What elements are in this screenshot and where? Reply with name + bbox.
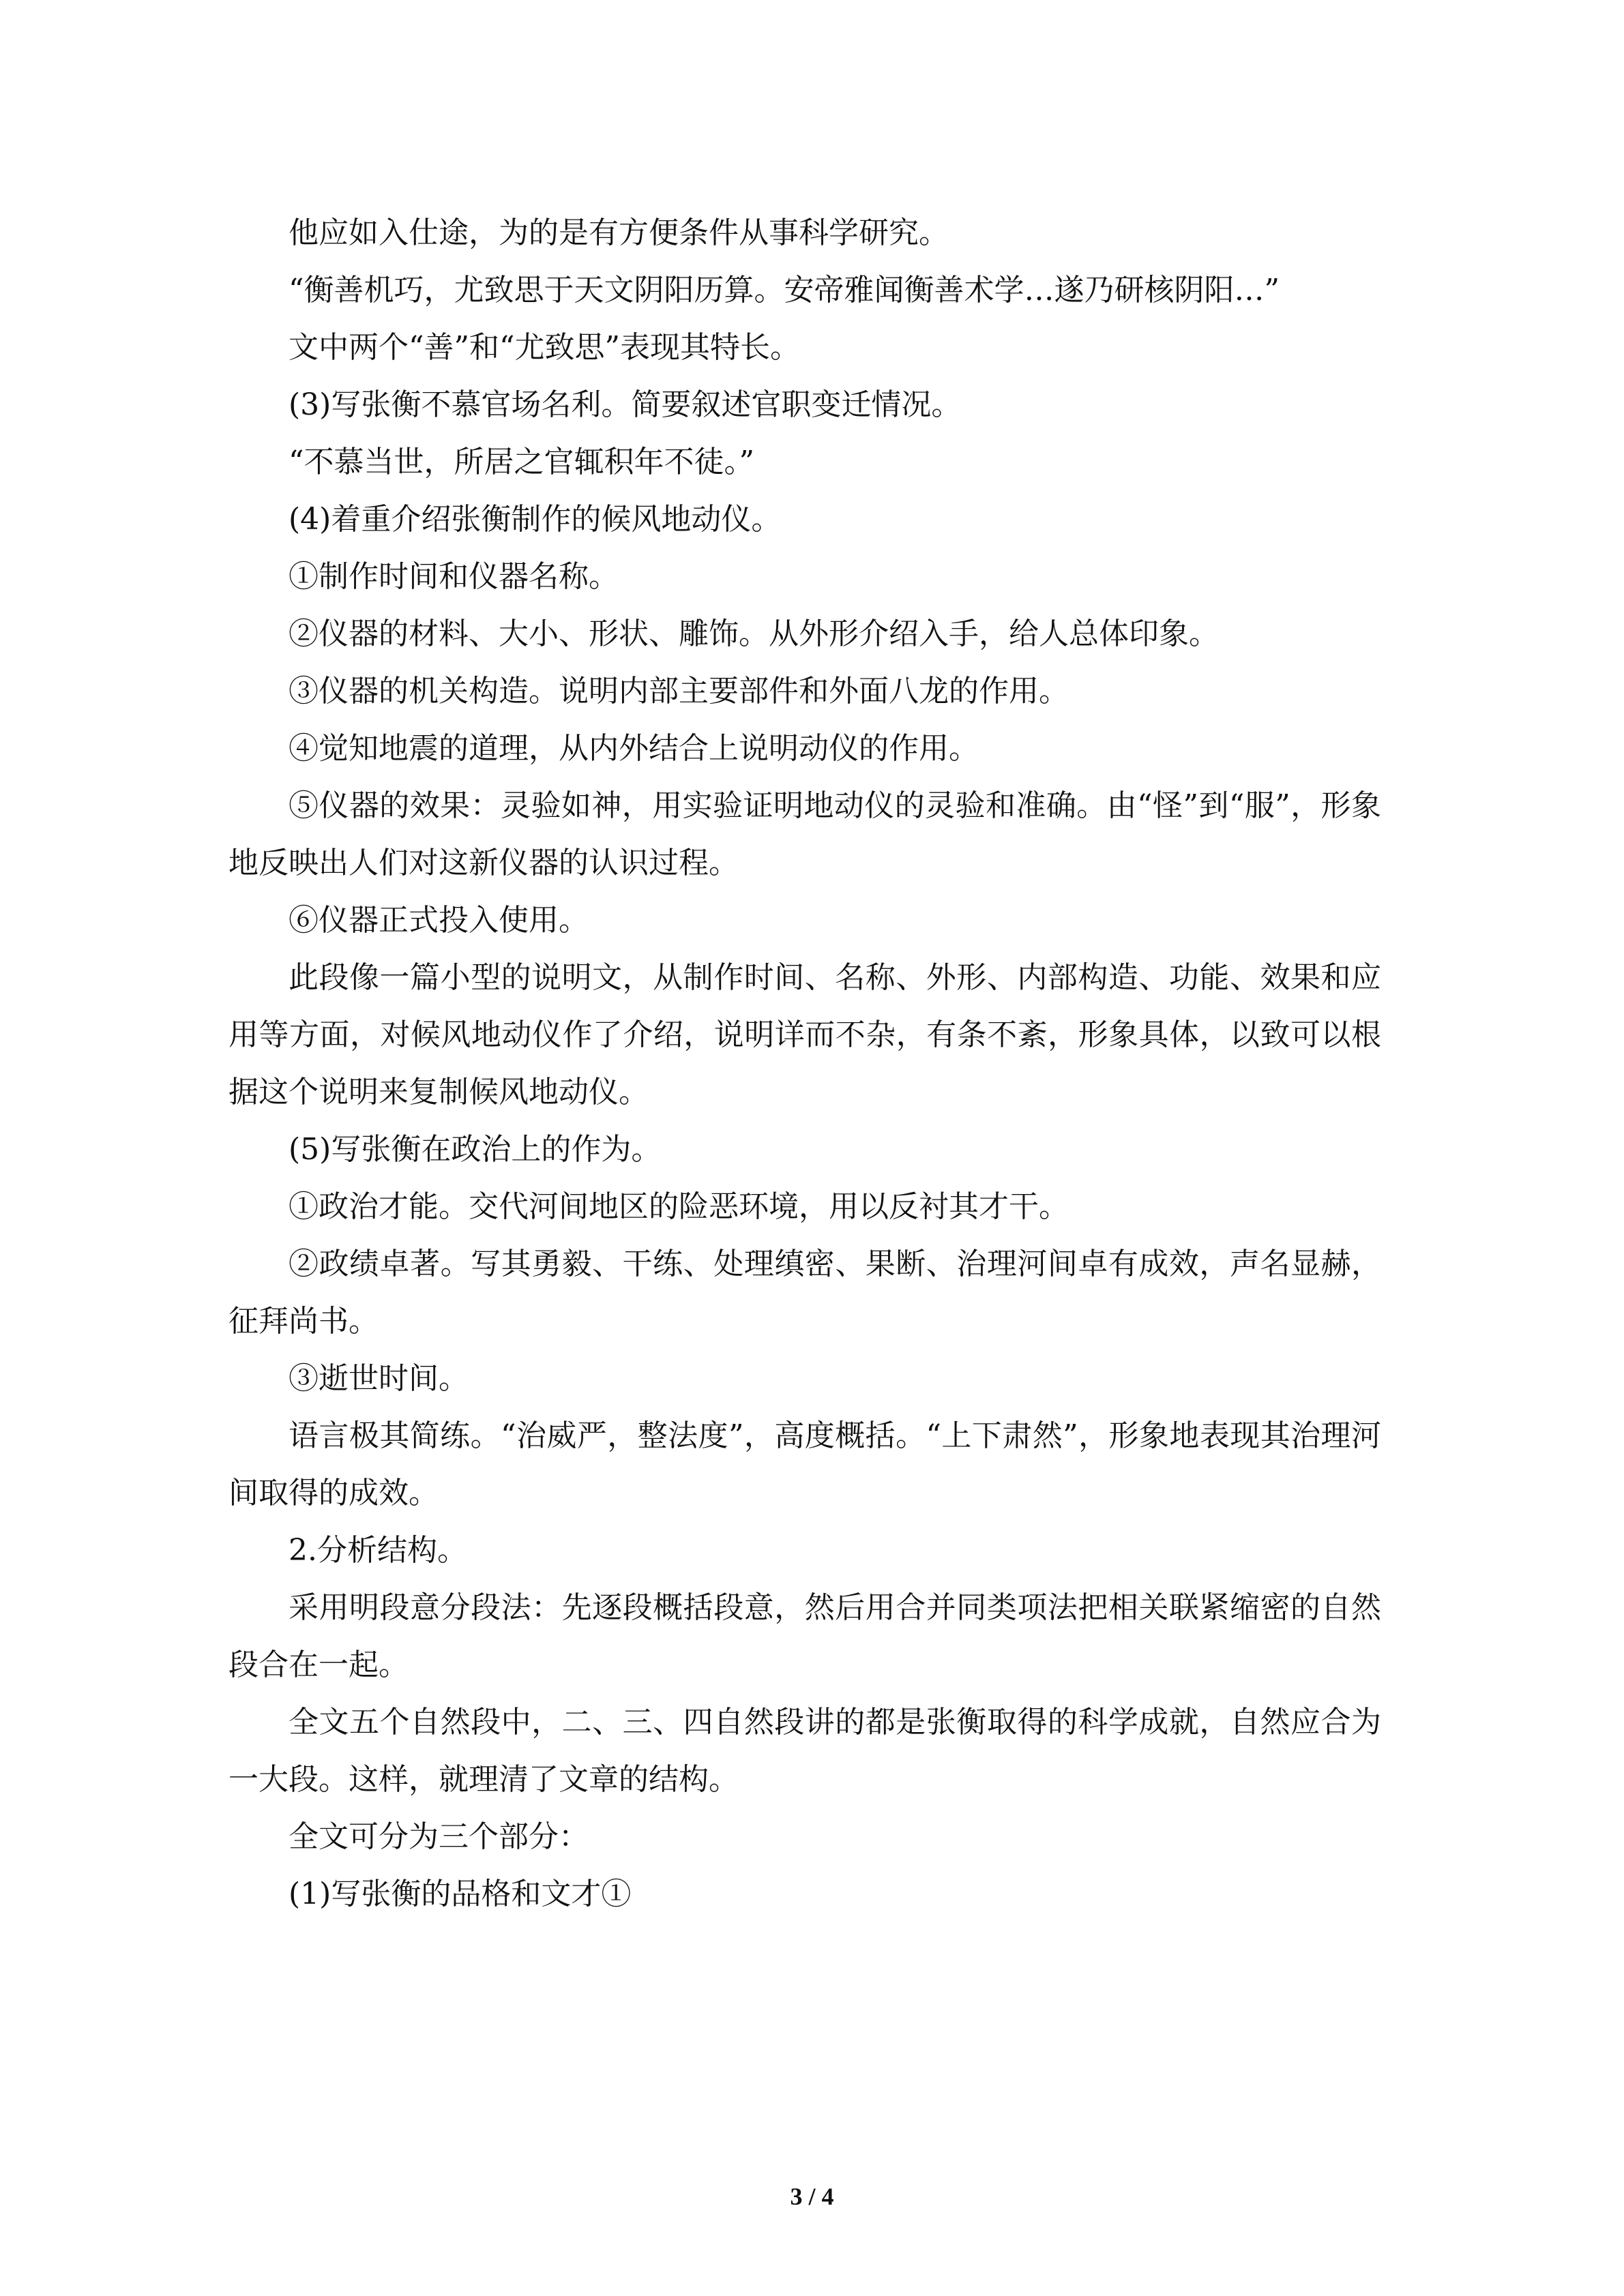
- paragraph: 语言极其简练。“治威严，整法度”，高度概括。“上下肃然”，形象地表现其治理河间取得的成效。: [228, 1418, 1381, 1510]
- document-body: [228, 205, 1381, 1923]
- paragraph: ③仪器的机关构造。说明内部主要部件和外面八龙的作用。: [289, 674, 1069, 709]
- paragraph: ⑤仪器的效果：灵验如神，用实验证明地动仪的灵验和准确。由“怪”到“服”，形象地反映出人们对这新仪器的认识过程。: [228, 788, 1381, 880]
- paragraph: 全文可分为三个部分：: [289, 1819, 589, 1854]
- paragraph: (3)写张衡不慕官场名利。简要叙述官职变迁情况。: [289, 387, 962, 422]
- paragraph: 此段像一篇小型的说明文，从制作时间、名称、外形、内部构造、功能、效果和应用等方面，对候风地动仪作了介绍，说明详而不杂，有条不紊，形象具体，以致可以根据这个说明来复制候风地动仪。: [228, 960, 1381, 1109]
- paragraph: ②政绩卓著。写其勇毅、干练、处理缜密、果断、治理河间卓有成效，声名显赫，征拜尚书。: [228, 1247, 1381, 1339]
- paragraph: ①政治才能。交代河间地区的险恶环境，用以反衬其才干。: [289, 1189, 1069, 1224]
- paragraph: ③逝世时间。: [289, 1361, 469, 1396]
- paragraph: (4)着重介绍张衡制作的候风地动仪。: [289, 502, 782, 537]
- paragraph: 他应如入仕途，为的是有方便条件从事科学研究。: [289, 215, 949, 250]
- paragraph: (1)写张衡的品格和文才①: [289, 1877, 632, 1911]
- paragraph: (5)写张衡在政治上的作为。: [289, 1132, 662, 1167]
- paragraph: 文中两个“善”和“尤致思”表现其特长。: [289, 330, 800, 365]
- paragraph: 采用明段意分段法：先逐段概括段意，然后用合并同类项法把相关联紧缩密的自然段合在一起。: [228, 1590, 1381, 1682]
- paragraph: ⑥仪器正式投入使用。: [289, 903, 589, 938]
- paragraph: “衡善机巧，尤致思于天文阴阳历算。安帝雅闻衡善术学…遂乃研核阴阳…”: [289, 273, 1280, 308]
- paragraph: ①制作时间和仪器名称。: [289, 559, 619, 594]
- paragraph: ②仪器的材料、大小、形状、雕饰。从外形介绍入手，给人总体印象。: [289, 616, 1219, 651]
- page-number: 3 / 4: [790, 2183, 834, 2210]
- paragraph: 全文五个自然段中，二、三、四自然段讲的都是张衡取得的科学成就，自然应合为一大段。这样，就理清了文章的结构。: [228, 1705, 1381, 1797]
- paragraph: 2.分析结构。: [289, 1533, 467, 1568]
- paragraph: “不慕当世，所居之官辄积年不徒。”: [289, 445, 754, 479]
- paragraph: ④觉知地震的道理，从内外结合上说明动仪的作用。: [289, 731, 979, 766]
